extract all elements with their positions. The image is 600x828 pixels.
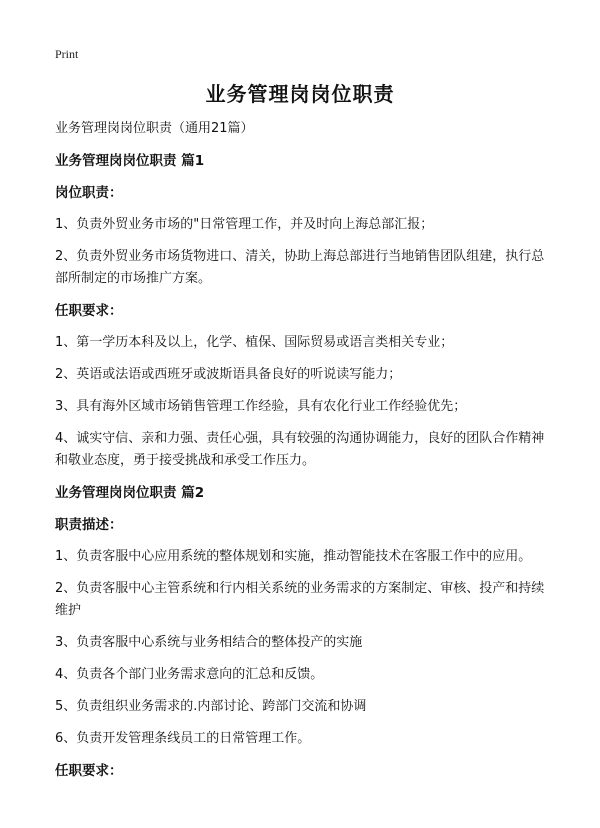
section-2-requirements-label: 任职要求：	[55, 763, 123, 779]
document-subtitle: 业务管理岗岗位职责（通用21篇）	[55, 121, 254, 136]
list-item: 1、负责外贸业务市场的"日常管理工作，并及时向上海总部汇报；	[55, 217, 434, 232]
section-2-heading: 业务管理岗岗位职责 篇2	[55, 485, 205, 501]
print-label: Print	[55, 47, 79, 61]
list-item: 3、具有海外区域市场销售管理工作经验，具有农化行业工作经验优先；	[55, 399, 467, 414]
list-item: 2、负责外贸业务市场货物进口、清关，协助上海总部进行当地销售团队组建，执行总部所制定的市场推广方案。	[55, 249, 545, 286]
list-item: 4、诚实守信、亲和力强、责任心强，具有较强的沟通协调能力，良好的团队合作精神和敬业态度，勇于接受挑战和承受工作压力。	[55, 431, 545, 468]
list-item: 6、负责开发管理条线员工的日常管理工作。	[55, 731, 311, 746]
page-title: 业务管理岗岗位职责	[205, 82, 395, 106]
list-item: 1、负责客服中心应用系统的整体规划和实施，推动智能技术在客服工作中的应用。	[55, 549, 532, 564]
list-item: 4、负责各个部门业务需求意向的汇总和反馈。	[55, 667, 324, 682]
section-1-duties-label: 岗位职责：	[55, 185, 123, 201]
list-item: 3、负责客服中心系统与业务相结合的整体投产的实施	[55, 635, 363, 650]
list-item: 2、负责客服中心主管系统和行内相关系统的业务需求的方案制定、审核、投产和持续维护	[55, 581, 545, 618]
list-item: 2、英语或法语或西班牙或波斯语具备良好的听说读写能力；	[55, 367, 402, 382]
section-1-heading: 业务管理岗岗位职责 篇1	[55, 153, 205, 169]
document-body	[55, 118, 553, 792]
list-item: 5、负责组织业务需求的.内部讨论、跨部门交流和协调	[55, 699, 367, 714]
list-item: 1、第一学历本科及以上，化学、植保、国际贸易或语言类相关专业；	[55, 335, 454, 350]
section-2-description-label: 职责描述：	[55, 517, 123, 533]
section-1-requirements-label: 任职要求：	[55, 303, 123, 319]
